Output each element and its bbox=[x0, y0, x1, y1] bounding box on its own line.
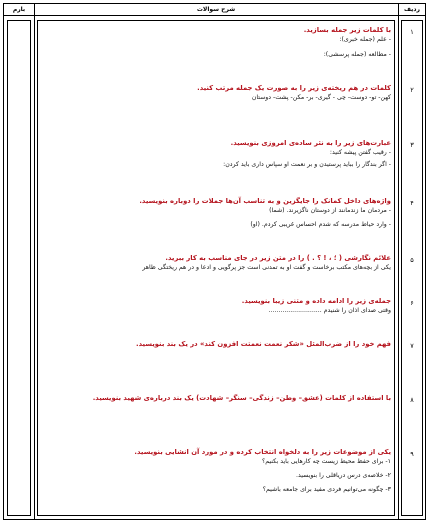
question-7 bbox=[24, 339, 391, 349]
question-line: - مطالعه (جمله پرسشی): bbox=[323, 51, 391, 58]
question-line: - وارد حیاط مدرسه که شدم احساس غریبی کردم. (او) bbox=[250, 221, 391, 228]
question-6 bbox=[24, 296, 391, 316]
question-line: - رقیب گفتن پیشه کنید: bbox=[329, 149, 391, 156]
table-header bbox=[4, 4, 425, 16]
question-title: عبارت‌های زیر را به نثر ساده‌ی امروزی بنویسید. bbox=[230, 139, 391, 147]
column-divider-right bbox=[398, 4, 399, 520]
question-number-2: ۲ bbox=[410, 86, 414, 94]
question-title: واژه‌های داخل کمانک را جایگزین و به تناسب آن‌ها جملات را دوباره بنویسید. bbox=[139, 197, 391, 205]
question-number-5: ۵ bbox=[410, 256, 414, 264]
question-9 bbox=[24, 447, 391, 495]
question-number-3: ۳ bbox=[410, 141, 414, 149]
question-number-6: ۶ bbox=[410, 299, 414, 307]
question-title: یکی از موضوعات زیر را به دلخواه انتخاب کرده و در مورد آن انشایی بنویسید. bbox=[134, 448, 391, 456]
question-title: با استفاده از کلمات (عشق– وطن– زندگی– سنگر– شهادت) یک بند درباره‌ی شهید بنویسید. bbox=[92, 394, 391, 402]
row-header: ردیف bbox=[404, 6, 420, 13]
row-column-box bbox=[401, 20, 423, 516]
question-title: جمله‌ی زیر را ادامه داده و متنی زیبا بنویسید. bbox=[241, 297, 391, 305]
question-number-8: ۸ bbox=[410, 396, 414, 404]
question-1 bbox=[24, 25, 391, 60]
question-line: - اگر بندگار را بباید پرستیدن و بر نعمت او سپاس داری باید کردن: bbox=[223, 161, 391, 168]
question-3 bbox=[24, 138, 391, 170]
question-number-4: ۴ bbox=[410, 199, 414, 207]
question-4 bbox=[24, 196, 391, 230]
question-title: علائم نگارشی ( ؛ ، ! ؟ . ) را در متن زیر در جای مناسب به کار ببرید. bbox=[165, 254, 391, 262]
question-2 bbox=[24, 83, 391, 103]
question-number-7: ۷ bbox=[410, 342, 414, 350]
question-line: یکی از بچه‌های مکتب برخاست و گفت او به تمدنی است جز پرگویی و ادعا و در هم ریختگی ظاهر bbox=[142, 264, 391, 271]
question-line: کهن- تو- دوست- چی - گیری- بر- مکن- پشت- دوستان bbox=[251, 94, 391, 101]
score-header: بارم bbox=[12, 6, 26, 13]
question-number-1: ۱ bbox=[410, 28, 414, 36]
question-number-9: ۹ bbox=[410, 450, 414, 458]
question-line: - مردمان ما زندمانند از دوستان ناگزیرند. (شما) bbox=[269, 207, 391, 214]
question-line: - علم (جمله خبری): bbox=[339, 36, 391, 43]
question-line: ۱- برای حفظ محیط زیست چه کارهایی باید بکنیم؟ bbox=[261, 458, 391, 465]
question-title: با کلمات زیر جمله بسازید. bbox=[303, 26, 391, 34]
question-5 bbox=[24, 253, 391, 273]
question-title: کلمات در هم ریخته‌ی زیر را به صورت یک جمله مرتب کنید. bbox=[197, 84, 391, 92]
question-line: وقتی صدای اذان را شنیدم ........................... bbox=[268, 307, 391, 314]
question-line: ۳- چگونه می‌توانیم فردی مفید برای جامعه باشیم؟ bbox=[262, 486, 391, 493]
description-header: شرح سوالات bbox=[196, 6, 236, 13]
question-line: ۲- خلاصه‌ی درس دریاقلی را بنویسید. bbox=[296, 472, 391, 479]
exam-sheet bbox=[3, 3, 426, 520]
question-8 bbox=[24, 393, 391, 403]
question-title: فهم خود را از ضرب‌المثل «شکر نعمت نعمتت افزون کند» در یک بند بنویسید. bbox=[136, 340, 391, 348]
